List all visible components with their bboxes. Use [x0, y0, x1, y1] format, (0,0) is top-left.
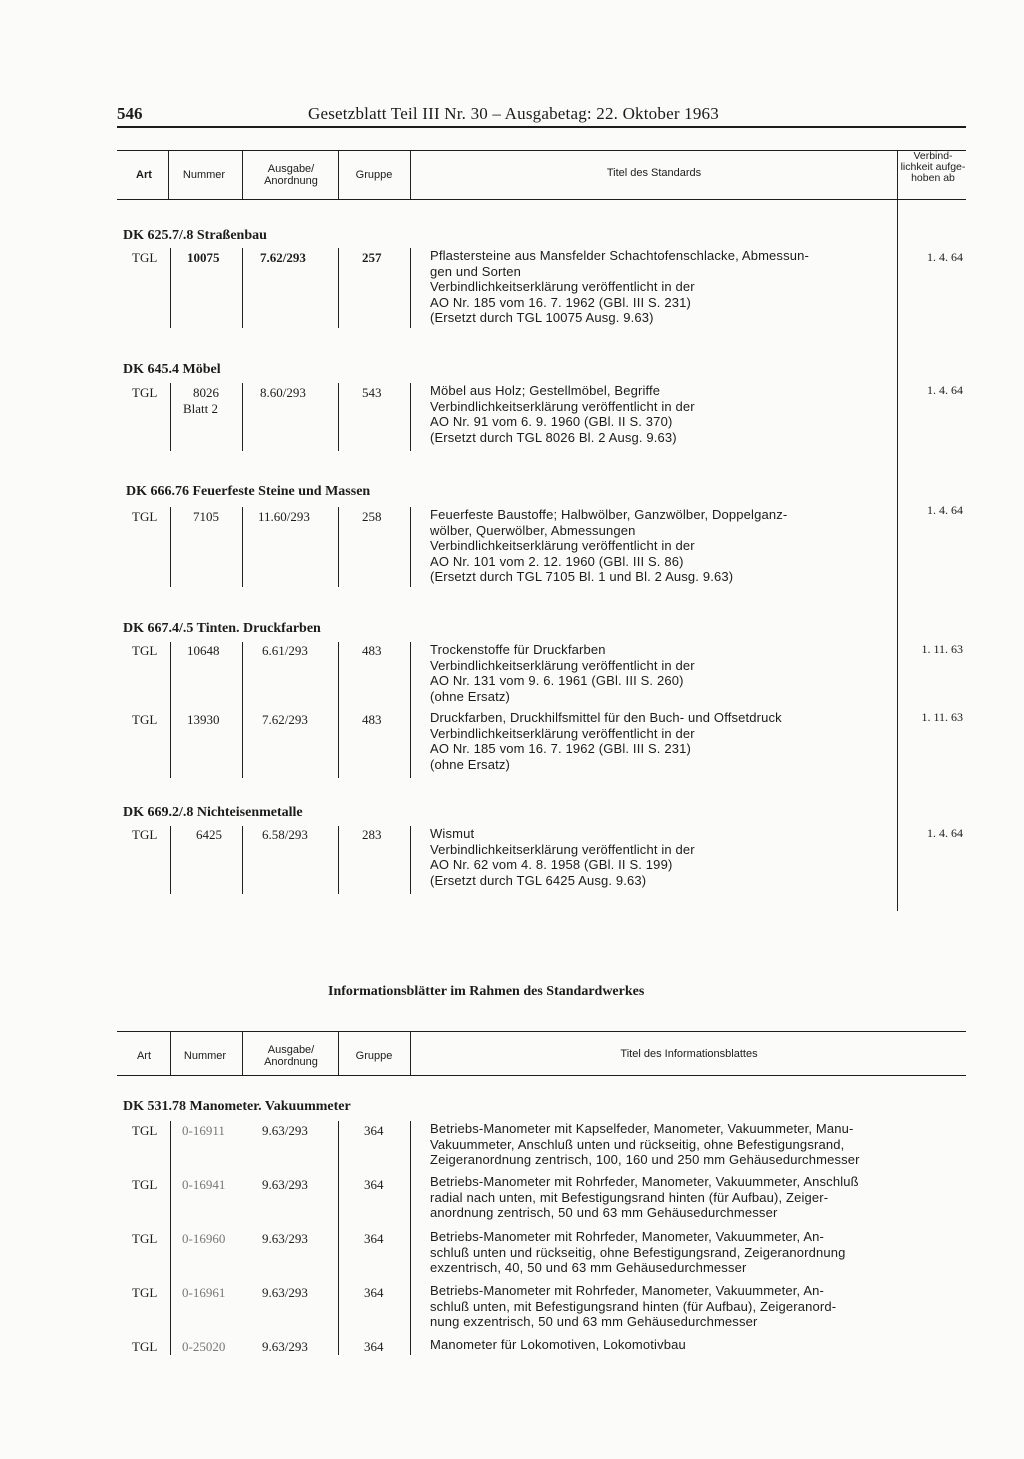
row-title: Manometer für Lokomotiven, Lokomotivbau: [430, 1337, 686, 1352]
table1-col-titel: Titel des Standards: [606, 167, 702, 179]
row-divider: [338, 383, 339, 451]
table1-header-divider: [168, 151, 169, 199]
table2-top-rule: [117, 1031, 966, 1032]
header-rule: [117, 126, 966, 128]
row-gruppe: 364: [364, 1339, 384, 1354]
row-nummer: 0-16911: [182, 1123, 225, 1138]
row-art: TGL: [132, 1177, 158, 1192]
section-heading: DK 666.76 Feuerfeste Steine und Massen: [126, 484, 371, 499]
row-ausgabe: 9.63/293: [262, 1123, 308, 1138]
row-divider: [410, 383, 411, 451]
row-title: Druckfarben, Druckhilfsmittel für den Buch- und Offsetdruck Verbindlichkeitserklärung veröffentlicht in der AO Nr. 185 vom 16. 7. 1962 (GBl. III S. 231) (ohne Ersatz): [430, 710, 782, 772]
page-header-title: Gesetzblatt Teil III Nr. 30 – Ausgabetag: 22. Oktober 1963: [308, 104, 719, 123]
row-divider: [410, 507, 411, 587]
row-gruppe: 258: [362, 509, 382, 524]
row-divider: [170, 642, 171, 778]
row-divider: [170, 383, 171, 451]
table1-header-divider: [338, 151, 339, 199]
row-date: 1. 4. 64: [927, 383, 963, 397]
row-title: Betriebs-Manometer mit Kapselfeder, Manometer, Vakuummeter, Manu- Vakuummeter, Anschluß unten und rückseitig, ohne Befestigungsrand, Zeigeranordnung zentrisch, 100, 160 und 250 mm Gehäusedurchmesser: [430, 1121, 860, 1167]
row-art: TGL: [132, 385, 158, 400]
row-gruppe: 283: [362, 827, 382, 842]
table1-col-art: Art: [136, 169, 152, 181]
row-art: TGL: [132, 250, 158, 265]
row-nummer: 0-16941: [182, 1177, 226, 1192]
table1-col-nummer: Nummer: [182, 169, 226, 181]
row-ausgabe: 8.60/293: [260, 385, 306, 400]
row-date: 1. 11. 63: [921, 642, 963, 656]
table2-col-art: Art: [136, 1050, 152, 1062]
row-date: 1. 4. 64: [927, 826, 963, 840]
table2-header-bottom-rule: [117, 1075, 966, 1076]
row-ausgabe: 9.63/293: [262, 1285, 308, 1300]
row-title: Trockenstoffe für Druckfarben Verbindlichkeitserklärung veröffentlicht in der AO Nr. 131 vom 9. 6. 1961 (GBl. III S. 260) (ohne Ersatz): [430, 642, 695, 704]
table2-header-divider: [170, 1032, 171, 1075]
row-divider: [170, 1121, 171, 1355]
row-ausgabe: 9.63/293: [262, 1177, 308, 1192]
row-ausgabe: 6.61/293: [262, 643, 308, 658]
table2-header-divider: [338, 1032, 339, 1075]
row-nummer: 10075: [187, 250, 220, 265]
section-heading: DK 645.4 Möbel: [123, 362, 221, 377]
table1-date-divider: [897, 199, 898, 911]
row-ausgabe: 7.62/293: [262, 712, 308, 727]
table2-col-titel: Titel des Informationsblattes: [620, 1048, 758, 1060]
page-number: 546: [117, 104, 143, 123]
row-art: TGL: [132, 509, 158, 524]
row-ausgabe: 6.58/293: [262, 827, 308, 842]
section-heading: DK 667.4/.5 Tinten. Druckfarben: [123, 621, 321, 636]
row-gruppe: 364: [364, 1123, 384, 1138]
table1-header-divider: [242, 151, 243, 199]
row-art: TGL: [132, 1285, 158, 1300]
row-gruppe: 483: [362, 712, 382, 727]
row-divider: [170, 826, 171, 894]
row-title: Betriebs-Manometer mit Rohrfeder, Manometer, Vakuummeter, An- schluß unten, mit Befestigungsrand hinten (für Aufbau), Zeigeranord- nung exzentrisch, 50 und 63 mm Gehäusedurchmesser: [430, 1283, 837, 1329]
row-divider: [242, 248, 243, 328]
row-date: 1. 11. 63: [921, 710, 963, 724]
row-nummer: 6425: [196, 827, 222, 842]
table1-header-divider: [897, 151, 898, 199]
table1-header-bottom-rule: [117, 199, 966, 200]
row-ausgabe: 11.60/293: [258, 509, 310, 524]
row-title: Betriebs-Manometer mit Rohrfeder, Manometer, Vakuummeter, Anschluß radial nach unten, mit Befestigungsrand hinten (für Aufbau), Zeiger- anordnung zentrisch, 50 und 63 mm Gehäusedurchmesser: [430, 1174, 859, 1220]
row-nummer: 10648: [187, 643, 220, 658]
row-divider: [170, 248, 171, 328]
row-date: 1. 4. 64: [927, 250, 963, 264]
row-title: Pflastersteine aus Mansfelder Schachtofenschlacke, Abmessun- gen und Sorten Verbindlichkeitserklärung veröffentlicht in der AO Nr. 185 vom 16. 7. 1962 (GBl. III S. 231) (Ersetzt durch TGL 10075 Ausg. 9.63): [430, 248, 809, 325]
table2-col-ausgabe: Ausgabe/ Anordnung: [264, 1044, 318, 1068]
row-title: Wismut Verbindlichkeitserklärung veröffentlicht in der AO Nr. 62 vom 4. 8. 1958 (GBl. II S. 199) (Ersetzt durch TGL 6425 Ausg. 9.63): [430, 826, 695, 888]
row-divider: [242, 383, 243, 451]
row-art: TGL: [132, 1231, 158, 1246]
section-heading: DK 625.7/.8 Straßenbau: [123, 228, 267, 243]
table2-header-divider: [242, 1032, 243, 1075]
section-heading: DK 669.2/.8 Nichteisenmetalle: [123, 805, 303, 820]
row-divider: [338, 507, 339, 587]
row-divider: [170, 507, 171, 587]
table2-col-gruppe: Gruppe: [355, 1050, 393, 1062]
table1-col-ausgabe: Ausgabe/ Anordnung: [264, 163, 318, 187]
row-divider: [338, 1121, 339, 1355]
row-nummer: 8026: [193, 385, 219, 400]
row-art: TGL: [132, 1123, 158, 1138]
row-ausgabe: 7.62/293: [260, 250, 306, 265]
row-art: TGL: [132, 643, 158, 658]
table1-header-divider: [410, 151, 411, 199]
row-gruppe: 364: [364, 1285, 384, 1300]
table2-header-divider: [410, 1032, 411, 1075]
row-nummer: 7105: [193, 509, 219, 524]
row-gruppe: 364: [364, 1177, 384, 1192]
row-divider: [338, 826, 339, 894]
row-art: TGL: [132, 1339, 158, 1354]
row-divider: [242, 507, 243, 587]
row-divider: [338, 248, 339, 328]
row-title: Feuerfeste Baustoffe; Halbwölber, Ganzwölber, Doppelganz- wölber, Querwölber, Abmessungen Verbindlichkeitserklärung veröffentlicht in der AO Nr. 101 vom 2. 12. 1960 (GBl. III S. 86) (Ersetzt durch TGL 7105 Bl. 1 und Bl. 2 Ausg. 9.63): [430, 507, 788, 584]
table1-col-verbindlichkeit: Verbind- lichkeit aufge- hoben ab: [900, 150, 966, 184]
row-nummer: 13930: [187, 712, 220, 727]
row-nummer-blatt: Blatt 2: [183, 401, 219, 416]
row-nummer: 0-16960: [182, 1231, 226, 1246]
row-divider: [242, 642, 243, 778]
row-divider: [338, 642, 339, 778]
row-date: 1. 4. 64: [927, 503, 963, 517]
row-title: Betriebs-Manometer mit Rohrfeder, Manometer, Vakuummeter, An- schluß unten und rückseitig, ohne Befestigungsrand, Zeigeranordnung exzentrisch, 40, 50 und 63 mm Gehäusedurchmesser: [430, 1229, 846, 1275]
row-art: TGL: [132, 827, 158, 842]
table2-col-nummer: Nummer: [183, 1050, 227, 1062]
row-gruppe: 364: [364, 1231, 384, 1246]
row-divider: [242, 826, 243, 894]
section-heading: DK 531.78 Manometer. Vakuummeter: [123, 1099, 351, 1114]
row-ausgabe: 9.63/293: [262, 1339, 308, 1354]
row-divider: [410, 248, 411, 328]
table1-col-gruppe: Gruppe: [355, 169, 393, 181]
row-gruppe: 543: [362, 385, 382, 400]
info-section-heading: Informationsblätter im Rahmen des Standardwerkes: [328, 984, 645, 999]
row-nummer: 0-25020: [182, 1339, 226, 1354]
row-gruppe: 257: [362, 250, 382, 265]
row-divider: [410, 1121, 411, 1355]
row-art: TGL: [132, 712, 158, 727]
row-divider: [410, 826, 411, 894]
row-ausgabe: 9.63/293: [262, 1231, 308, 1246]
row-gruppe: 483: [362, 643, 382, 658]
row-divider: [410, 642, 411, 778]
table1-top-rule: [117, 150, 966, 151]
row-nummer: 0-16961: [182, 1285, 226, 1300]
row-title: Möbel aus Holz; Gestellmöbel, Begriffe Verbindlichkeitserklärung veröffentlicht in der AO Nr. 91 vom 6. 9. 1960 (GBl. II S. 370) (Ersetzt durch TGL 8026 Bl. 2 Ausg. 9.63): [430, 383, 695, 445]
